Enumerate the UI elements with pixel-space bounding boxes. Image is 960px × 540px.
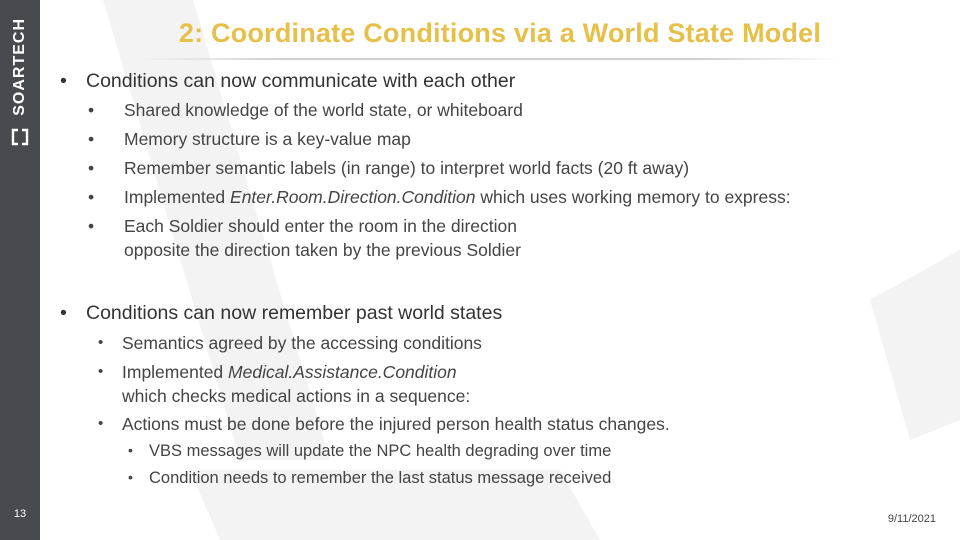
condition-name: Medical.Assistance.Condition — [228, 362, 457, 382]
condition-name: Enter.Room.Direction.Condition — [230, 187, 476, 207]
soartech-bracket-icon — [11, 128, 29, 146]
title-divider — [140, 58, 840, 60]
slide-title: 2: Coordinate Conditions via a World State Model — [178, 18, 822, 48]
page-number: 13 — [13, 508, 27, 520]
brand-sidebar — [0, 0, 40, 540]
brand-logo — [0, 10, 40, 140]
slide-date: 9/11/2021 — [887, 513, 936, 525]
brand-name: SOARTECH — [11, 18, 28, 116]
